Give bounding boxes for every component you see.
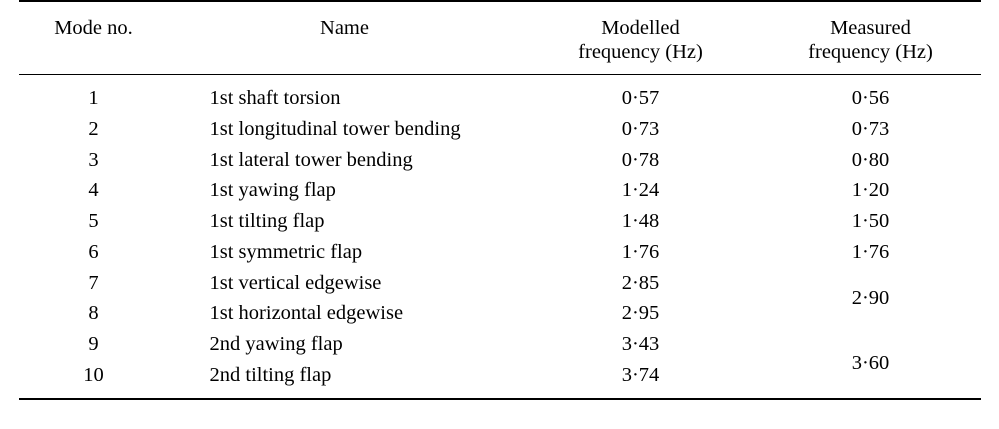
cell-modelled-frequency: 0·57 — [621, 87, 660, 110]
cell-mode-name: 1st tilting flap — [209, 210, 325, 233]
cell-measured-frequency: 1·76 — [851, 240, 890, 263]
cell-mode-name: 1st horizontal edgewise — [209, 302, 404, 325]
cell-modelled-frequency: 2·95 — [621, 302, 660, 325]
cell-mode-name: 1st shaft torsion — [209, 87, 341, 110]
cell-measured-frequency: 3·60 — [761, 329, 981, 399]
table-row — [19, 114, 981, 145]
cell-measured-frequency: 2·90 — [851, 286, 890, 309]
table-row — [19, 206, 981, 237]
cell-measured-frequency: 0·56 — [851, 87, 890, 110]
cell-mode-name: 1st yawing flap — [209, 179, 336, 202]
cell-mode-no: 8 — [88, 302, 99, 325]
cell-mode-no: 3 — [88, 148, 99, 171]
table-row — [19, 175, 981, 206]
table-header — [19, 1, 981, 75]
cell-mode-name: 1st longitudinal tower bending — [209, 118, 461, 141]
cell-measured-frequency: 1·20 — [851, 179, 890, 202]
cell-measured-frequency: 0·80 — [851, 148, 890, 171]
cell-modelled-frequency: 0·78 — [621, 148, 660, 171]
cell-modelled-frequency: 3·74 — [521, 359, 761, 399]
cell-mode-no: 5 — [88, 210, 99, 233]
cell-mode-no: 6 — [88, 240, 99, 263]
column-header-modelled-frequency: Modelled frequency (Hz) — [521, 1, 761, 75]
cell-mode-name: 1st lateral tower bending — [209, 148, 413, 171]
cell-mode-name: 2nd tilting flap — [169, 359, 521, 399]
table-row — [19, 145, 981, 176]
table-row — [19, 75, 981, 114]
table-row — [19, 237, 981, 268]
cell-mode-no: 7 — [88, 271, 99, 294]
cell-modelled-frequency: 1·76 — [621, 240, 660, 263]
cell-mode-name: 1st symmetric flap — [209, 240, 363, 263]
table-row — [19, 329, 981, 360]
cell-mode-no: 1 — [88, 87, 99, 110]
mode-frequency-table — [19, 0, 981, 400]
column-header-mode-no: Mode no. — [19, 1, 169, 75]
cell-mode-name: 2nd yawing flap — [209, 332, 343, 355]
cell-modelled-frequency: 1·48 — [621, 210, 660, 233]
cell-modelled-frequency: 2·85 — [621, 271, 660, 294]
cell-modelled-frequency: 3·43 — [621, 332, 660, 355]
cell-mode-name: 1st vertical edgewise — [209, 271, 382, 294]
cell-measured-frequency: 0·73 — [851, 118, 890, 141]
cell-modelled-frequency: 0·73 — [621, 118, 660, 141]
cell-measured-frequency: 1·50 — [851, 210, 890, 233]
table-body — [19, 75, 981, 399]
column-header-measured-frequency: Measured frequency (Hz) — [761, 1, 981, 75]
cell-mode-no: 10 — [19, 359, 169, 399]
cell-modelled-frequency: 1·24 — [621, 179, 660, 202]
column-header-name: Name — [169, 1, 521, 75]
cell-mode-no: 2 — [88, 118, 99, 141]
table-row — [19, 267, 981, 298]
cell-mode-no: 4 — [88, 179, 99, 202]
cell-mode-no: 9 — [88, 332, 99, 355]
